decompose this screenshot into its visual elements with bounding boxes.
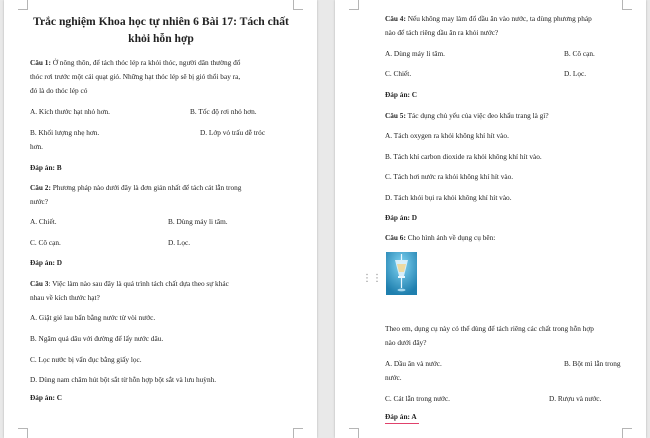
question-3-label: Câu 3 — [30, 279, 49, 288]
question-6-line-1 — [385, 232, 495, 244]
question-2-text-1: Phương pháp nào dưới đây là đơn giản nhất để tách cát lẫn trong — [50, 183, 242, 192]
question-5-text-1: Tác dụng chủ yếu của việc đeo khẩu trang là gì? — [405, 111, 549, 120]
question-6-option-d: D. Rượu và nước. — [549, 394, 602, 403]
question-5-option-b: B. Tách khí carbon dioxide ra khỏi không khí hít vào. — [385, 152, 542, 161]
question-5-label: Câu 5: — [385, 111, 406, 120]
question-4-option-b: B. Cô cạn. — [564, 49, 595, 58]
question-2-option-d: D. Lọc. — [168, 238, 191, 247]
question-4-answer: Đáp án: C — [385, 90, 418, 99]
question-5-option-d: D. Tách khói bụi ra khỏi không khí hít vào. — [385, 193, 512, 202]
question-6-line-2: Theo em, dụng cụ này có thể dùng để tách riêng các chất trong hỗn hợp — [385, 324, 594, 333]
separatory-funnel-icon — [386, 252, 417, 295]
question-4-line-2: nào để tách riêng dầu ăn ra khỏi nước? — [385, 28, 499, 37]
question-1-option-b: B. Tốc độ rơi nhỏ hơn. — [190, 107, 257, 116]
question-6-option-b: B. Bột mì lẫn trong — [564, 359, 621, 368]
question-6-option-c: C. Cát lẫn trong nước. — [385, 394, 450, 403]
crop-mark — [622, 428, 632, 438]
question-2-option-a: A. Chiết. — [30, 217, 57, 226]
crop-mark — [349, 0, 359, 10]
question-5-option-a: A. Tách oxygen ra khỏi không khí hít vào. — [385, 131, 509, 140]
separatory-funnel-figure — [386, 252, 417, 295]
question-2-option-b: B. Dùng máy li tâm. — [168, 217, 228, 226]
question-6-answer: Đáp án: A — [385, 412, 417, 421]
crop-mark — [622, 0, 632, 10]
drag-handle-icon[interactable]: ⋮⋮ — [362, 273, 382, 284]
page-right — [335, 0, 646, 438]
crop-mark — [293, 428, 303, 438]
question-1-line-1 — [30, 57, 240, 69]
question-3-line-1 — [30, 278, 229, 290]
question-4-label: Câu 4: — [385, 14, 406, 23]
question-1-line-2: thóc rơi trước một cái quạt gió. Những hạt thóc lép sẽ bị gió thổi bay ra, — [30, 72, 241, 81]
question-1-line-3: đó là do thóc lép có — [30, 86, 88, 95]
question-3-option-b: B. Ngâm quả dâu với đường để lấy nước dâu. — [30, 334, 164, 343]
question-5-answer: Đáp án: D — [385, 213, 418, 222]
question-4-line-1 — [385, 13, 592, 25]
page-gutter — [318, 0, 334, 438]
question-1-option-d-cont: hơn. — [30, 142, 43, 151]
question-1-label: Câu 1: — [30, 58, 51, 67]
question-3-line-2: nhau về kích thước hạt? — [30, 293, 100, 302]
crop-mark — [293, 0, 303, 10]
question-1-option-d: D. Lớp vỏ trấu dễ tróc — [200, 128, 266, 137]
question-1-option-a: A. Kích thước hạt nhỏ hơn. — [30, 107, 110, 116]
question-6-label: Câu 6: — [385, 233, 406, 242]
question-2-line-1 — [30, 182, 241, 194]
question-4-text-1: Nếu không may làm đổ dầu ăn vào nước, ta dùng phương pháp — [405, 14, 592, 23]
question-6-option-b-cont: nước. — [385, 373, 402, 382]
question-6-line-3: nào dưới đây? — [385, 338, 427, 347]
crop-mark — [18, 0, 28, 10]
question-4-option-a: A. Dùng máy li tâm. — [385, 49, 445, 58]
crop-mark — [18, 428, 28, 438]
question-6-option-a: A. Dầu ăn và nước. — [385, 359, 442, 368]
question-2-answer: Đáp án: D — [30, 258, 63, 267]
question-5-line-1 — [385, 110, 549, 122]
question-2-label: Câu 2: — [30, 183, 51, 192]
question-4-option-d: D. Lọc. — [564, 69, 587, 78]
question-3-text-1: : Việc làm nào sau đây là quá trình tách chất dựa theo sự khác — [48, 279, 229, 288]
question-5-option-c: C. Tách hơi nước ra khỏi không khí hít vào. — [385, 172, 514, 181]
question-3-answer: Đáp án: C — [30, 393, 63, 402]
crop-mark — [349, 428, 359, 438]
question-4-option-c: C. Chiết. — [385, 69, 412, 78]
spellcheck-underline — [385, 423, 419, 424]
question-2-option-c: C. Cô cạn. — [30, 238, 61, 247]
question-1-answer: Đáp án: B — [30, 163, 62, 172]
question-3-option-a: A. Giặt giẻ lau bẩn bằng nước từ vòi nước. — [30, 313, 156, 322]
question-6-text-1: Cho hình ảnh về dụng cụ bên: — [405, 233, 496, 242]
question-2-line-2: nước? — [30, 197, 48, 206]
question-3-option-c: C. Lọc nước bị vẩn đục bằng giấy lọc. — [30, 355, 142, 364]
page-left — [4, 0, 317, 438]
question-3-option-d: D. Dùng nam châm hút bột sắt từ hỗn hợp bột sắt và lưu huỳnh. — [30, 375, 217, 384]
document-title: Trắc nghiệm Khoa học tự nhiên 6 Bài 17: Tách chất khỏi hỗn hợp — [33, 15, 289, 45]
question-1-text-1: Ở nông thôn, để tách thóc lép ra khỏi thóc, người dân thường đổ — [50, 58, 241, 67]
question-1-option-c: B. Khối lượng nhẹ hơn. — [30, 128, 100, 137]
